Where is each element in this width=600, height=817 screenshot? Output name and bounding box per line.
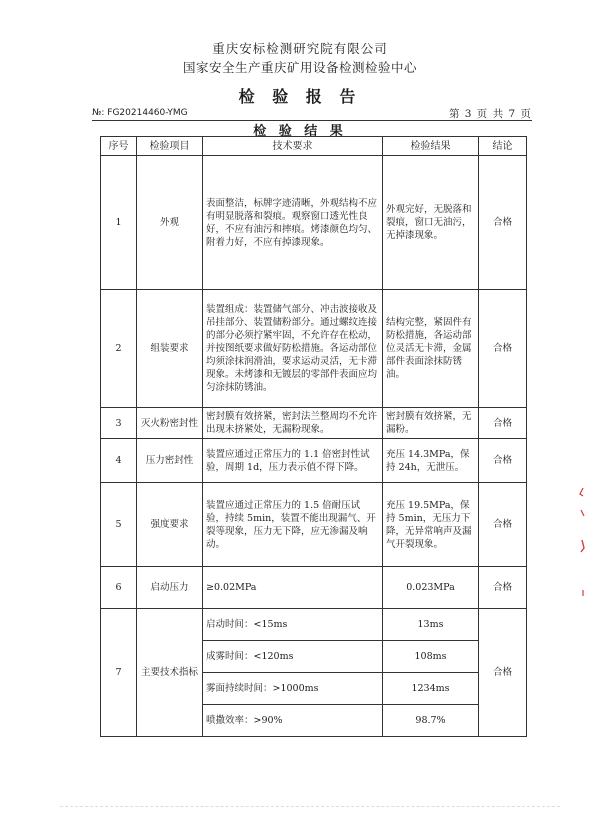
- row-result: 密封膜有效挤紧，无漏粉。: [383, 408, 479, 439]
- report-title: 检 验 报 告: [238, 87, 362, 106]
- report-serial: [92, 108, 188, 118]
- table-row: [101, 609, 527, 641]
- table-row: [101, 290, 527, 408]
- subrow-result: 98.7%: [383, 705, 479, 737]
- row-requirement: 装置应通过正常压力的 1.1 倍密封性试验，周期 1d，压力表示值不得下降。: [203, 439, 383, 483]
- table-row: [101, 439, 527, 483]
- row-conclusion: 合格: [479, 439, 527, 483]
- header-item: 检验项目: [137, 137, 203, 156]
- row-conclusion: 合格: [479, 408, 527, 439]
- subrow-requirement: 雾面持续时间：>1000ms: [203, 673, 383, 705]
- row-no: 7: [101, 609, 137, 737]
- row-conclusion: 合格: [479, 567, 527, 609]
- row-requirement: ≥0.02MPa: [203, 567, 383, 609]
- subrow-result: 108ms: [383, 641, 479, 673]
- table-header-row: [101, 137, 527, 156]
- table-row: [101, 156, 527, 290]
- row-item: 外观: [137, 156, 203, 290]
- organization-name: 重庆安标检测研究院有限公司: [212, 41, 388, 56]
- row-result: 充压 19.5MPa，保持 5min，无压力下降，无异常响声及漏气开裂现象。: [383, 483, 479, 567]
- center-name: 国家安全生产重庆矿用设备检测检验中心: [182, 60, 417, 75]
- row-result: 充压 14.3MPa，保持 24h，无泄压。: [383, 439, 479, 483]
- row-result: 0.023MPa: [383, 567, 479, 609]
- row-no: 1: [101, 156, 137, 290]
- seal-edge-mark: [578, 470, 586, 620]
- row-item: 强度要求: [137, 483, 203, 567]
- row-item: 灭火粉密封性: [137, 408, 203, 439]
- subrow-requirement: 启动时间：<15ms: [203, 609, 383, 641]
- table-row: [101, 483, 527, 567]
- row-result: 外观完好，无脱落和裂痕，窗口无油污，无掉漆现象。: [383, 156, 479, 290]
- row-no: 6: [101, 567, 137, 609]
- subrow-requirement: 喷撒效率：>90%: [203, 705, 383, 737]
- subrow-result: 1234ms: [383, 673, 479, 705]
- row-item: 压力密封性: [137, 439, 203, 483]
- row-no: 4: [101, 439, 137, 483]
- row-conclusion: 合格: [479, 483, 527, 567]
- row-no: 2: [101, 290, 137, 408]
- row-requirement: 表面整洁，标牌字迹清晰，外观结构不应有明显脱落和裂痕。观察窗口透光性良好，不应有油污和摔痕。烤漆颜色均匀、附着力好，不应有掉漆现象。: [203, 156, 383, 290]
- serial-value: FG20214460-YMG: [107, 108, 188, 118]
- header-result: 检验结果: [383, 137, 479, 156]
- header-no: 序号: [101, 137, 137, 156]
- row-requirement: 装置应通过正常压力的 1.5 倍耐压试验，持续 5min，装置不能出现漏气、开裂等现象，压力无下降，应无渗漏及响动。: [203, 483, 383, 567]
- row-conclusion: 合格: [479, 290, 527, 408]
- subrow-result: 13ms: [383, 609, 479, 641]
- row-item: 主要技术指标: [137, 609, 203, 737]
- row-conclusion: 合格: [479, 156, 527, 290]
- row-no: 3: [101, 408, 137, 439]
- table-row: [101, 408, 527, 439]
- results-table: [100, 136, 527, 737]
- row-no: 5: [101, 483, 137, 567]
- header-conclusion: 结论: [479, 137, 527, 156]
- row-requirement: 装置组成：装置储气部分、冲击波接收及吊挂部分、装置储粉部分。通过螺纹连接的部分必须拧紧牢固，不允许存在松动，并按图纸要求做好防松措施。各运动部位均须涂抹润滑油，要求运动灵活，无卡滞现象。未烤漆和无镀层的零部件表面应均匀涂抹防锈油。: [203, 290, 383, 408]
- header-requirement: 技术要求: [203, 137, 383, 156]
- subrow-requirement: 成雾时间：<120ms: [203, 641, 383, 673]
- row-conclusion: 合格: [479, 609, 527, 737]
- row-item: 组装要求: [137, 290, 203, 408]
- serial-label: №:: [92, 108, 105, 118]
- row-requirement: 密封膜有效挤紧，密封法兰整周均不允许出现未挤紧处，无漏粉现象。: [203, 408, 383, 439]
- row-item: 启动压力: [137, 567, 203, 609]
- section-title: 检 验 结 果: [253, 124, 347, 139]
- row-result: 结构完整，紧固件有防松措施，各运动部位灵活无卡滞，金属部件表面涂抹防锈油。: [383, 290, 479, 408]
- table-row: [101, 567, 527, 609]
- page-number: 第 3 页 共 7 页: [448, 108, 532, 120]
- page-bottom-divider: [60, 806, 560, 807]
